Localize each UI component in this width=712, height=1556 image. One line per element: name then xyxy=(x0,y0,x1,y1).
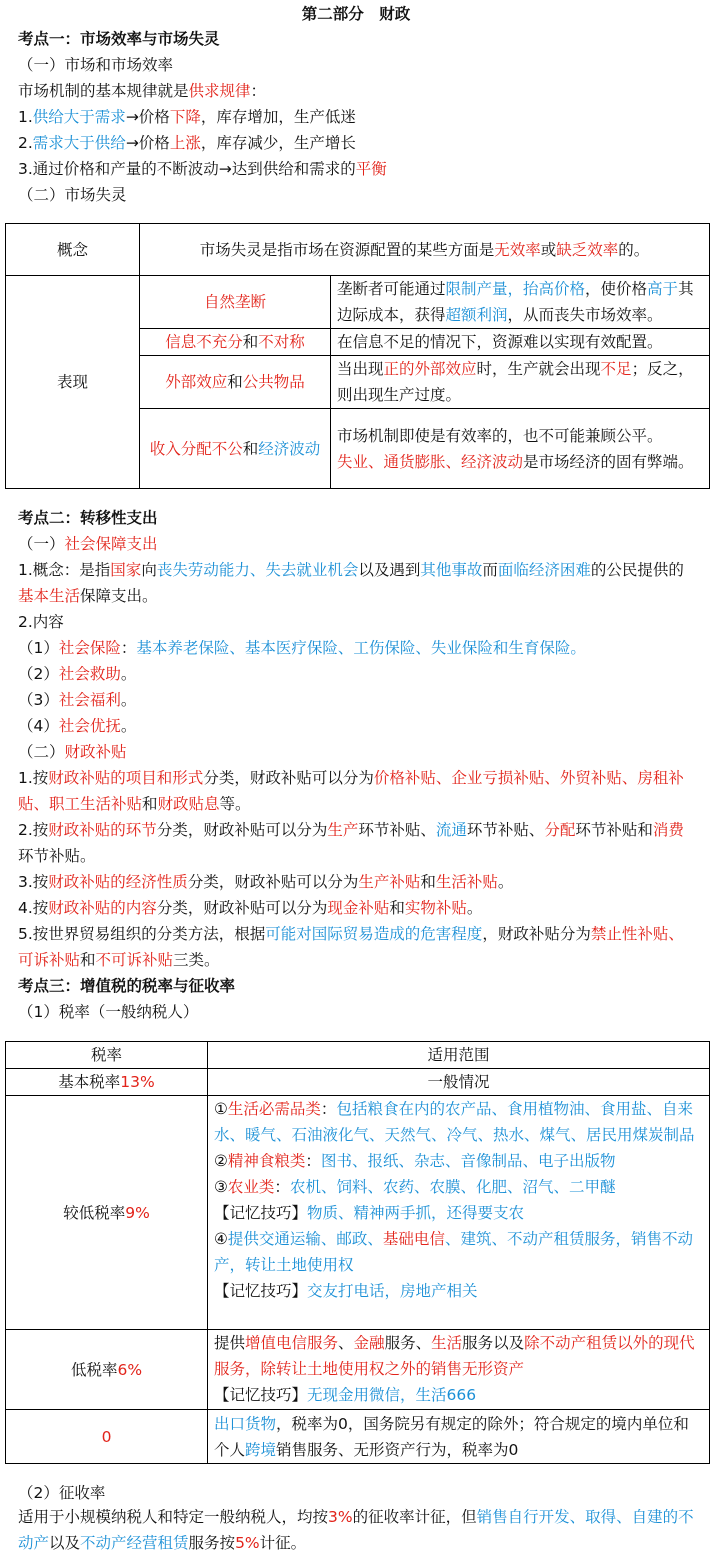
list-item: 3.通过价格和产量的不断波动→达到供给和需求的平衡 xyxy=(18,160,387,178)
table-header: 税率 xyxy=(6,1042,208,1069)
table-cell: 0 xyxy=(6,1410,208,1464)
concept-text: 市场失灵是指市场在资源配置的某些方面是无效率或缺乏效率的。 xyxy=(140,224,710,276)
paragraph: 1.概念：是指国家向丧失劳动能力、失去就业机会以及遇到其他事故而面临经济困难的公民提供的基本生活保障支出。 xyxy=(18,561,684,605)
table-cell: 出口货物，税率为0，国务院另有规定的除外；符合规定的境内单位和个人跨境销售服务、无形资产行为，税率为0 xyxy=(208,1410,710,1464)
subheading: （1）税率（一般纳税人） xyxy=(18,1003,199,1021)
table-cell: 自然垄断 xyxy=(140,276,331,329)
market-failure-table xyxy=(5,223,710,489)
table-cell: 市场机制即使是有效率的，也不可能兼顾公平。 失业、通货膨胀、经济波动是市场经济的固有弊端。 xyxy=(331,409,710,489)
table-cell: 当出现正的外部效应时，生产就会出现不足；反之，则出现生产过度。 xyxy=(331,356,710,409)
list-item: （2）社会救助。 xyxy=(18,665,137,683)
list-item: （1）社会保险：基本养老保险、基本医疗保险、工伤保险、失业保险和生育保险。 xyxy=(18,639,586,657)
section-heading-1: 考点一：市场效率与市场失灵 xyxy=(18,30,220,48)
list-item: 2.需求大于供给→价格上涨，库存减少，生产增长 xyxy=(18,134,356,152)
performance-label: 表现 xyxy=(6,276,140,489)
subheading: （2）征收率 xyxy=(18,1484,106,1502)
section-heading-2: 考点二：转移性支出 xyxy=(18,509,158,527)
paragraph: 2.内容 xyxy=(18,613,64,631)
table-cell: 提供增值电信服务、金融服务、生活服务以及除不动产租赁以外的现代服务，除转让土地使用权之外的销售无形资产 【记忆技巧】无现金用微信，生活666 xyxy=(208,1330,710,1410)
table-cell: 垄断者可能通过限制产量，抬高价格，使价格高于其边际成本，获得超额利润，从而丧失市场效率。 xyxy=(331,276,710,329)
table-header: 适用范围 xyxy=(208,1042,710,1069)
table-cell: ①生活必需品类：包括粮食在内的农产品、食用植物油、食用盐、自来水、暖气、石油液化气、天然气、冷气、热水、煤气、居民用煤炭制品 ②精神食粮类：图书、报纸、杂志、音像制品、电子出版物 ③农业类：农机、饲料、农药、农膜、化肥、沼气、二甲醚 【记忆技巧】物质、精神两手抓，还得要支农 ④提供交通运输、邮政、基础电信、建筑、不动产租赁服务，销售不动产，转让土地使用权 【记忆技巧】交友打电话，房地产相关 xyxy=(208,1096,710,1330)
list-item: 2.按财政补贴的环节分类，财政补贴可以分为生产环节补贴、流通环节补贴、分配环节补贴和消费环节补贴。 xyxy=(18,821,684,865)
table-cell: 低税率6% xyxy=(6,1330,208,1410)
table-cell: 信息不充分和不对称 xyxy=(140,329,331,356)
list-item: 1.按财政补贴的项目和形式分类，财政补贴可以分为价格补贴、企业亏损补贴、外贸补贴、房租补贴、职工生活补贴和财政贴息等。 xyxy=(18,769,684,813)
list-item: 3.按财政补贴的经济性质分类，财政补贴可以分为生产补贴和生活补贴。 xyxy=(18,873,514,891)
table-cell: 外部效应和公共物品 xyxy=(140,356,331,409)
list-item: 4.按财政补贴的内容分类，财政补贴可以分为现金补贴和实物补贴。 xyxy=(18,899,483,917)
subheading: （二）市场失灵 xyxy=(18,186,127,204)
paragraph: 适用于小规模纳税人和特定一般纳税人，均按3%的征收率计征，但销售自行开发、取得、自建的不动产以及不动产经营租赁服务按5%计征。 xyxy=(18,1508,694,1552)
subheading: （二）财政补贴 xyxy=(18,743,127,761)
section-heading-3: 考点三：增值税的税率与征收率 xyxy=(18,977,236,995)
subheading: （一）社会保障支出 xyxy=(18,535,158,553)
list-item: （4）社会优抚。 xyxy=(18,717,137,735)
paragraph: 市场机制的基本规律就是供求规律： xyxy=(18,82,267,100)
table-cell: 在信息不足的情况下，资源难以实现有效配置。 xyxy=(331,329,710,356)
concept-label: 概念 xyxy=(6,224,140,276)
list-item: 1.供给大于需求→价格下降，库存增加，生产低迷 xyxy=(18,108,356,126)
list-item: 5.按世界贸易组织的分类方法，根据可能对国际贸易造成的危害程度，财政补贴分为禁止性补贴、可诉补贴和不可诉补贴三类。 xyxy=(18,925,684,969)
page-title: 第二部分 财政 xyxy=(301,5,411,23)
vat-rate-table xyxy=(5,1041,710,1464)
table-cell: 较低税率9% xyxy=(6,1096,208,1330)
table-cell: 基本税率13% xyxy=(6,1069,208,1096)
table-cell: 收入分配不公和经济波动 xyxy=(140,409,331,489)
list-item: （3）社会福利。 xyxy=(18,691,137,709)
subheading: （一）市场和市场效率 xyxy=(18,56,174,74)
table-cell: 一般情况 xyxy=(208,1069,710,1096)
